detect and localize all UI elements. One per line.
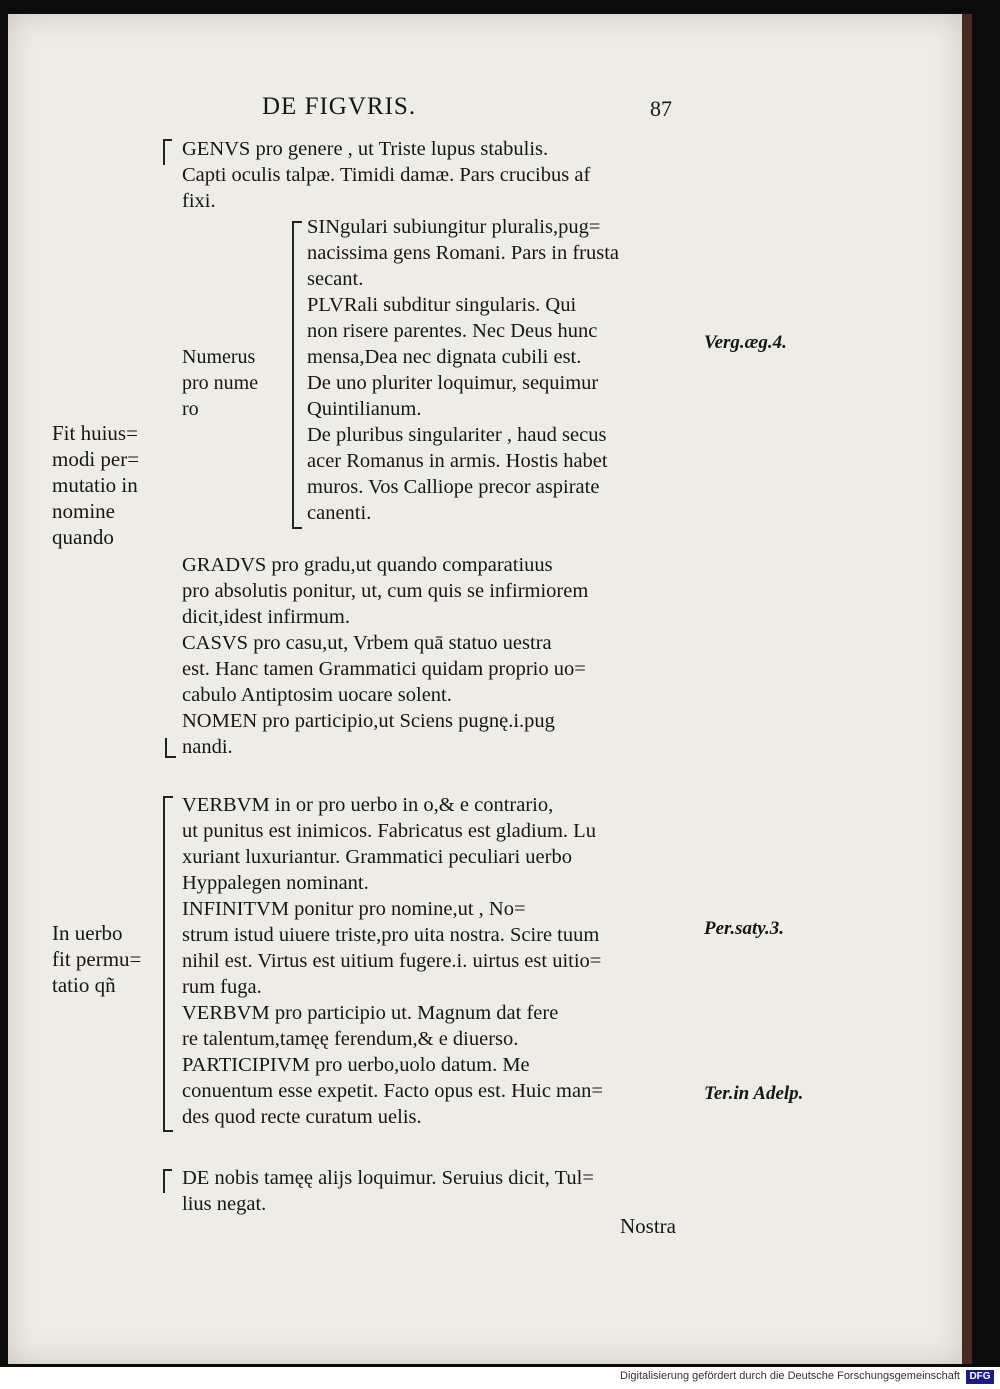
- verbum-line: VERBVM pro participio ut. Magnum dat fere: [182, 1002, 559, 1024]
- brace-final: [163, 1169, 172, 1193]
- nomen-line: pro absolutis ponitur, ut, cum quis se infirmiorem: [182, 580, 589, 602]
- numerus-line: SINgulari subiungitur pluralis,pug=: [307, 216, 601, 238]
- nomen-line: est. Hanc tamen Grammatici quidam proprio uo=: [182, 658, 586, 680]
- margin-note-left: mutatio in: [52, 473, 138, 497]
- nomen-line: dicit,idest infirmum.: [182, 606, 350, 628]
- verbum-line: conuentum esse expetit. Facto opus est. Huic man=: [182, 1080, 603, 1102]
- nomen-line: GRADVS pro gradu,ut quando comparatiuus: [182, 554, 553, 576]
- margin-note-left: tatio qñ: [52, 973, 116, 997]
- margin-note-right: Verg.æg.4.: [704, 332, 787, 353]
- margin-note-left: nomine: [52, 499, 115, 523]
- numerus-line: muros. Vos Calliope precor aspirate: [307, 476, 600, 498]
- verbum-line: strum istud uiuere triste,pro uita nostra. Scire tuum: [182, 924, 600, 946]
- numerus-line: Quintilianum.: [307, 398, 422, 420]
- brace-verbum: [163, 796, 173, 1132]
- nomen-line: cabulo Antiptosim uocare solent.: [182, 684, 452, 706]
- final-line: DE nobis tamęę alijs loquimur. Seruius dicit, Tul=: [182, 1167, 594, 1189]
- margin-note-left: quando: [52, 525, 114, 549]
- genus-line: Capti oculis talpæ. Timidi damæ. Pars crucibus af: [182, 164, 591, 186]
- genus-line: fixi.: [182, 190, 216, 212]
- verbum-line: re talentum,tamęę ferendum,& e diuerso.: [182, 1028, 519, 1050]
- numerus-line: secant.: [307, 268, 364, 290]
- genus-line: GENVS pro genere , ut Triste lupus stabulis.: [182, 138, 549, 160]
- verbum-line: VERBVM in or pro uerbo in o,& e contrario,: [182, 794, 554, 816]
- margin-note-left: Fit huius=: [52, 421, 138, 445]
- numerus-line: nacissima gens Romani. Pars in frusta: [307, 242, 620, 264]
- footer-credit: Digitalisierung gefördert durch die Deutsche Forschungsgemeinschaft: [620, 1370, 960, 1382]
- running-head: DE FIGVRIS.: [262, 93, 417, 120]
- nomen-line: NOMEN pro participio,ut Sciens pugnę.i.pug: [182, 710, 555, 732]
- verbum-line: des quod recte curatum uelis.: [182, 1106, 422, 1128]
- verbum-line: ut punitus est inimicos. Fabricatus est gladium. Lu: [182, 820, 596, 842]
- verbum-line: INFINITVM ponitur pro nomine,ut , No=: [182, 898, 526, 920]
- margin-note-right: Per.saty.3.: [704, 918, 785, 939]
- numerus-label-line: ro: [182, 398, 199, 420]
- numerus-line: PLVRali subditur singularis. Qui: [307, 294, 577, 316]
- numerus-line: mensa,Dea nec dignata cubili est.: [307, 346, 582, 368]
- numerus-label-line: pro nume: [182, 372, 259, 394]
- margin-note-left: fit permu=: [52, 947, 142, 971]
- numerus-label-line: Numerus: [182, 346, 256, 368]
- numerus-line: canenti.: [307, 502, 372, 524]
- margin-note-left: In uerbo: [52, 921, 123, 945]
- catchword: Nostra: [620, 1214, 676, 1238]
- verbum-line: nihil est. Virtus est uitium fugere.i. uirtus est uitio=: [182, 950, 602, 972]
- numerus-line: De pluribus singulariter , haud secus: [307, 424, 607, 446]
- brace-nomen: [165, 738, 176, 758]
- numerus-line: acer Romanus in armis. Hostis habet: [307, 450, 608, 472]
- final-line: lius negat.: [182, 1193, 267, 1215]
- footer-bar: [0, 1367, 1000, 1389]
- brace-numerus: [292, 221, 302, 529]
- verbum-line: rum fuga.: [182, 976, 262, 998]
- nomen-line: CASVS pro casu,ut, Vrbem quā statuo uestra: [182, 632, 552, 654]
- margin-note-left: modi per=: [52, 447, 140, 471]
- margin-note-right: Ter.in Adelp.: [704, 1083, 804, 1104]
- brace-genus: [163, 139, 172, 165]
- dfg-logo-icon: DFG: [966, 1370, 994, 1384]
- verbum-line: Hyppalegen nominant.: [182, 872, 369, 894]
- numerus-line: non risere parentes. Nec Deus hunc: [307, 320, 598, 342]
- verbum-line: PARTICIPIVM pro uerbo,uolo datum. Me: [182, 1054, 530, 1076]
- verbum-line: xuriant luxuriantur. Grammatici peculiari uerbo: [182, 846, 572, 868]
- nomen-line: nandi.: [182, 736, 233, 758]
- book-cover-edge: [962, 14, 972, 1364]
- page-number: 87: [650, 96, 672, 121]
- numerus-line: De uno pluriter loquimur, sequimur: [307, 372, 599, 394]
